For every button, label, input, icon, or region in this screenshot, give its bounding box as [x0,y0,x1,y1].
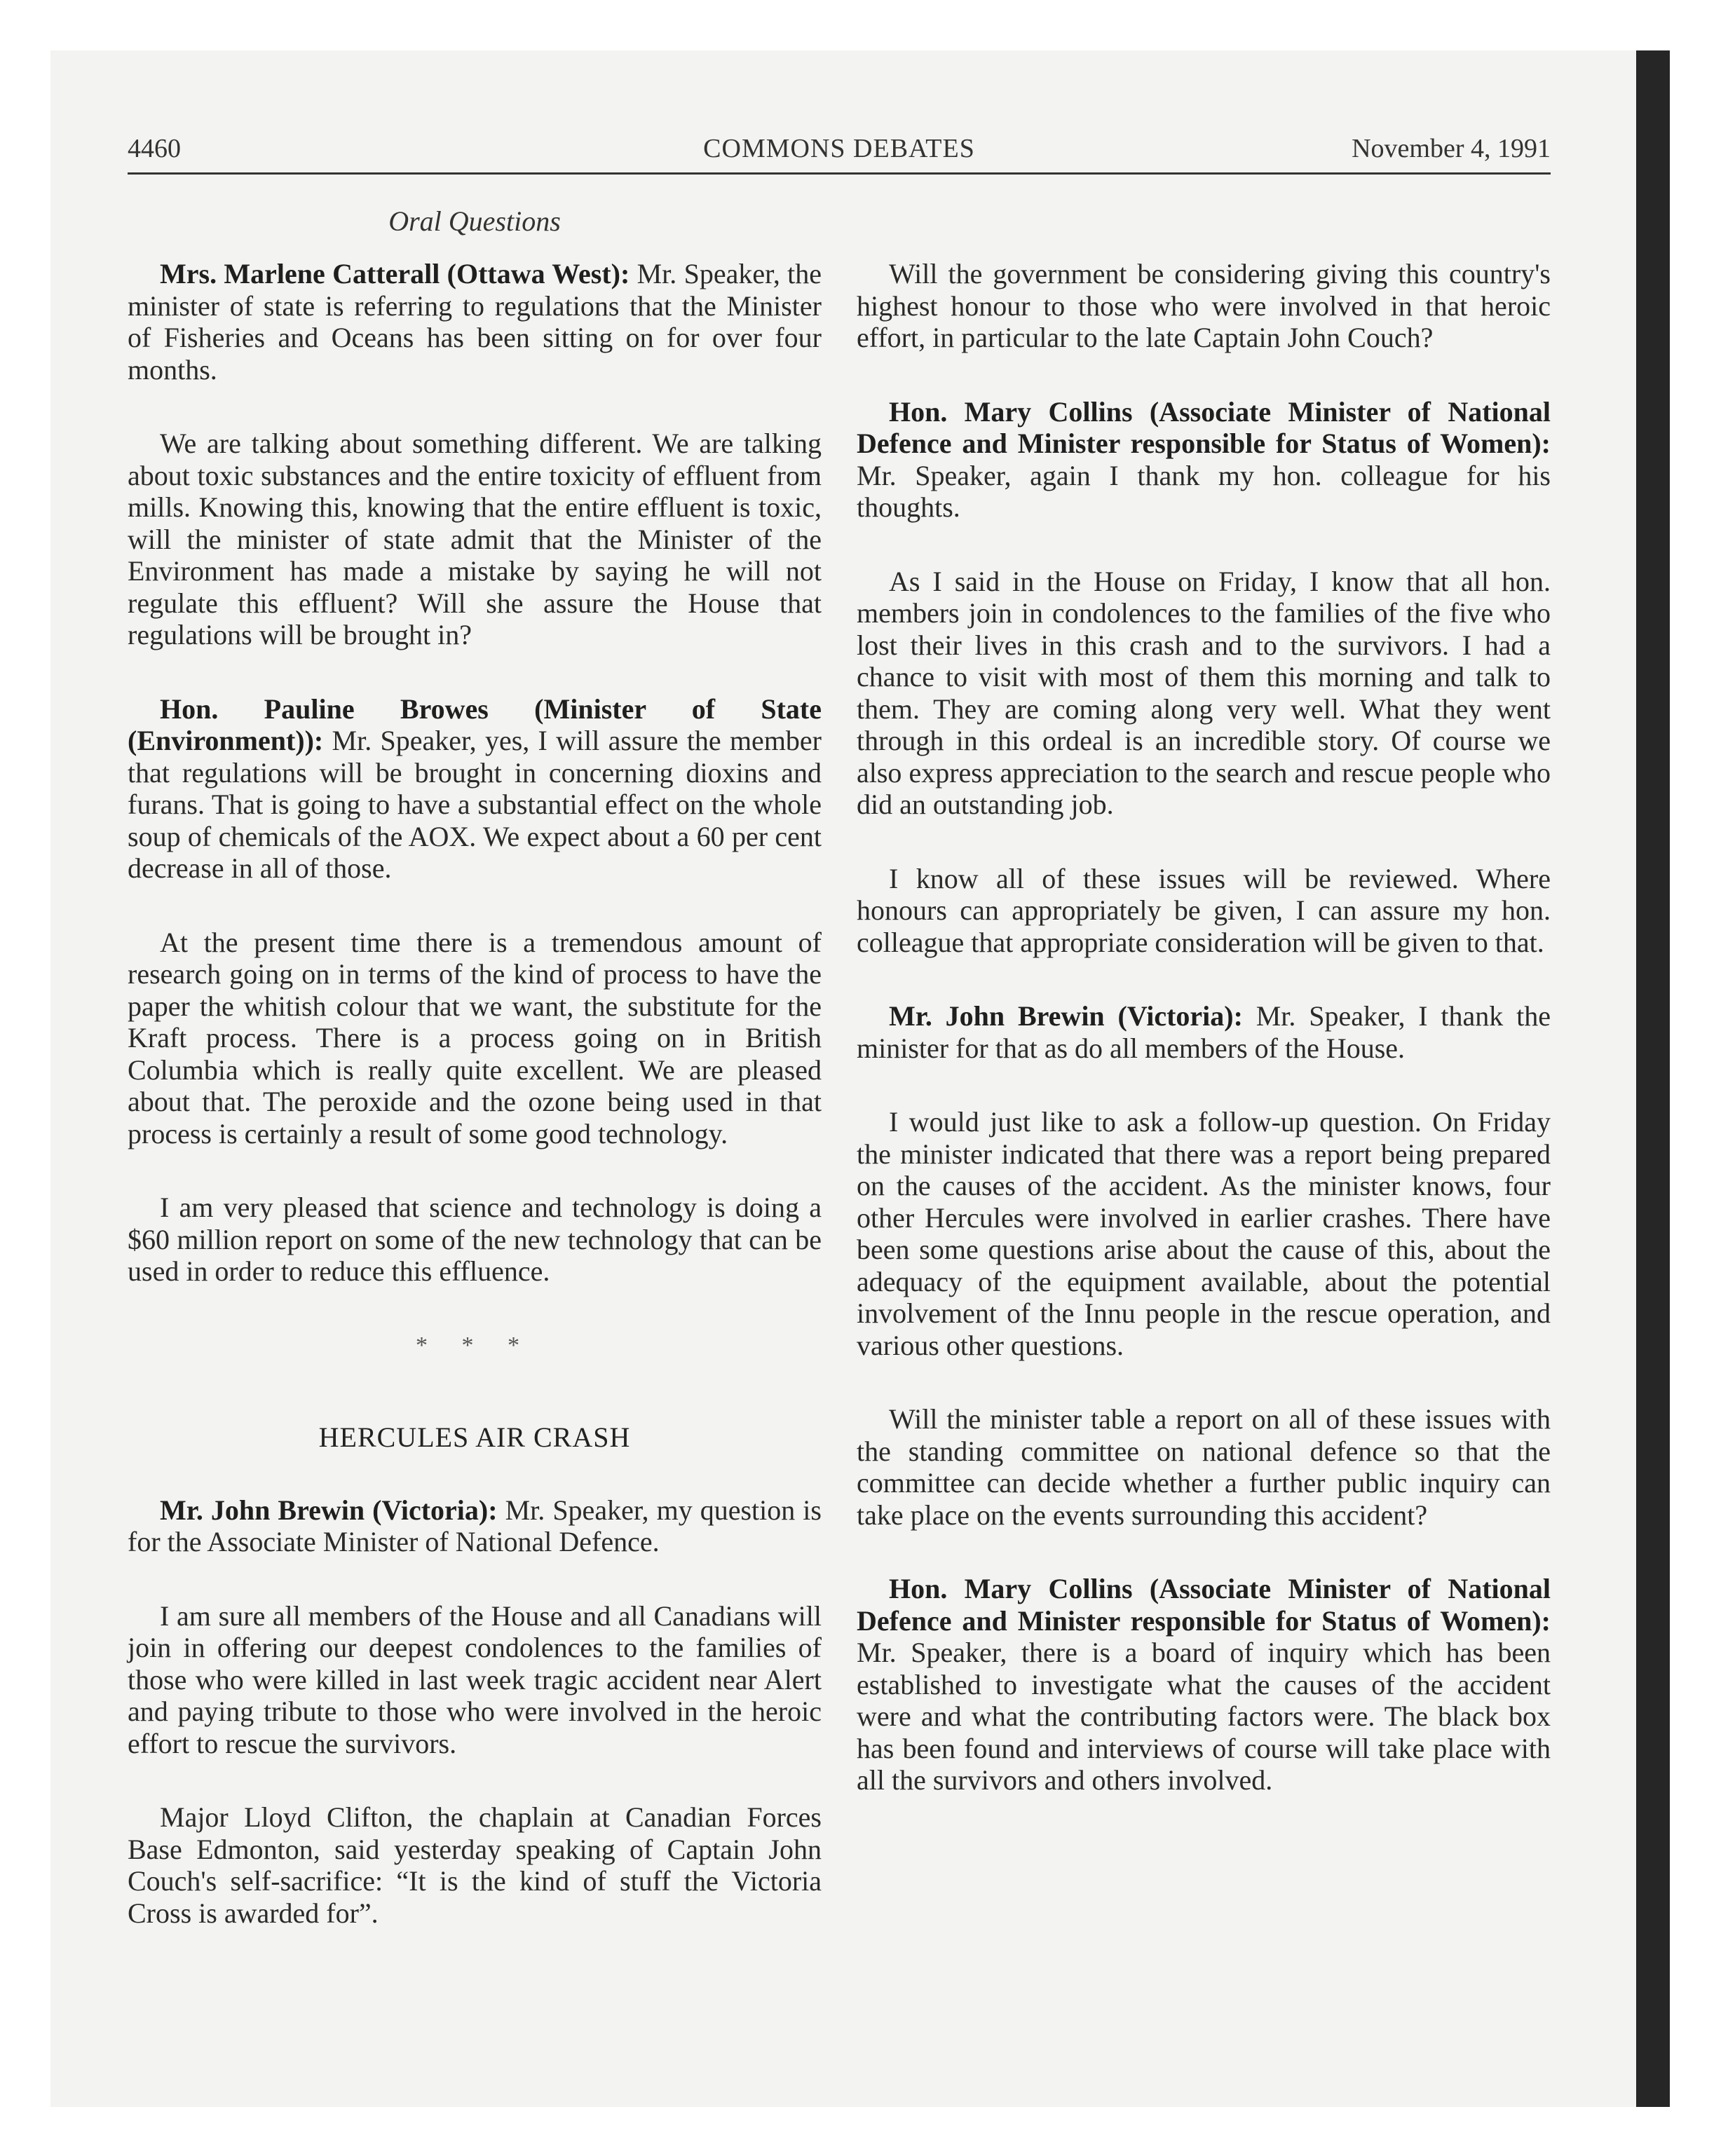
paragraph [857,1573,1551,1796]
speech-text: Mr. Speaker, the minister of state is referring to regulations that the Minister of Fisheries and Oceans has been sitting on for over four months. [128,258,822,386]
speech-text: Mr. Speaker, again I thank my hon. colleague for his thoughts. [857,459,1551,523]
left-column [128,258,822,1971]
paragraph [128,693,822,885]
paragraph: At the present time there is a tremendous amount of research going on in terms of the kind of process to have the paper the whitish colour that we want, the substitute for the Kraft process. There is a process going on in British Columbia which is really quite excellent. We are pleased about that. The peroxide and the ozone being used in that process is certainly a result of some good technology. [128,926,822,1149]
speech-text: Mr. Speaker, there is a board of inquiry which has been established to investigate what the causes of the accident were and what the contributing factors were. The black box has been found and interviews of course will take place with all the survivors and others involved. [857,1637,1551,1796]
speaker-name: Hon. Mary Collins (Associate Minister of National Defence and Minister responsible for Status of Women): [857,395,1551,459]
publication-date: November 4, 1991 [1352,134,1551,163]
paragraph: We are talking about something different. We are talking about toxic substances and the entire toxicity of effluent from mills. Knowing this, knowing that the entire effluent is toxic, will the minister of state admit that the Minister of the Environment has made a mistake by saying he will not regulate this effluent? Will she assure the House that regulations will be brought in? [128,428,822,650]
speaker-name: Mrs. Marlene Catterall (Ottawa West): [160,258,630,289]
section-title: Oral Questions [388,205,561,237]
paragraph [128,258,822,386]
paragraph [857,396,1551,524]
paragraph: I am very pleased that science and technology is doing a $60 million report on some of the new technology that can be used in order to reduce this effluence. [128,1192,822,1287]
page-number: 4460 [128,134,181,163]
scan-edge-shadow [1636,50,1670,2107]
speaker-name: Mr. John Brewin (Victoria): [160,1494,498,1526]
subject-heading: HERCULES AIR CRASH [318,1421,631,1453]
section-separator: * * * [416,1332,533,1358]
paragraph [857,1000,1551,1064]
paragraph [128,1494,822,1558]
speaker-name: Hon. Pauline Browes (Minister of State (Environment)): [128,692,822,756]
paragraph: I would just like to ask a follow-up question. On Friday the minister indicated that there was a report being prepared on the causes of the accident. As the minister knows, four other Hercules were involved in earlier crashes. There have been some questions arise about the cause of this, about the adequacy of the equipment available, about the potential involvement of the Innu people in the rescue operation, and various other questions. [857,1106,1551,1361]
speech-text: Mr. Speaker, I thank the minister for that as do all members of the House. [857,1000,1551,1064]
paragraph: I know all of these issues will be reviewed. Where honours can appropriately be given, I can assure my hon. colleague that appropriate consideration will be given to that. [857,862,1551,958]
speech-text: Mr. Speaker, yes, I will assure the member that regulations will be brought in concerning dioxins and furans. That is going to have a substantial effect on the whole soup of chemicals of the AOX. We expect about a 60 per cent decrease in all of those. [128,725,822,884]
header-rule [128,172,1551,175]
speech-text: Mr. Speaker, my question is for the Associate Minister of National Defence. [128,1494,822,1557]
right-column [857,258,1551,1838]
paragraph: As I said in the House on Friday, I know that all hon. members join in condolences to the families of the five who lost their lives in this crash and to the survivors. I had a chance to visit with most of them this morning and talk to them. They are coming along very well. What they went through in this ordeal is an incredible story. Of course we also express appreciation to the search and rescue people who did an outstanding job. [857,565,1551,820]
paragraph: Major Lloyd Clifton, the chaplain at Canadian Forces Base Edmonton, said yesterday speaking of Captain John Couch's self-sacrifice: “It is the kind of stuff the Victoria Cross is awarded for”. [128,1801,822,1929]
speaker-name: Mr. John Brewin (Victoria): [889,1000,1243,1032]
paragraph: I am sure all members of the House and all Canadians will join in offering our deepest condolences to the families of those who were killed in last week tragic accident near Alert and paying tribute to those who were involved in the heroic effort to rescue the survivors. [128,1599,822,1759]
paragraph: Will the minister table a report on all of these issues with the standing committee on national defence so that the committee can decide whether a further public inquiry can take place on the events surrounding this accident? [857,1403,1551,1531]
running-header [128,133,1551,170]
paragraph: Will the government be considering giving this country's highest honour to those who were involved in that heroic effort, in particular to the late Captain John Couch? [857,258,1551,353]
publication-title: COMMONS DEBATES [703,134,975,163]
speaker-name: Hon. Mary Collins (Associate Minister of National Defence and Minister responsible for Status of Women): [857,1573,1551,1637]
